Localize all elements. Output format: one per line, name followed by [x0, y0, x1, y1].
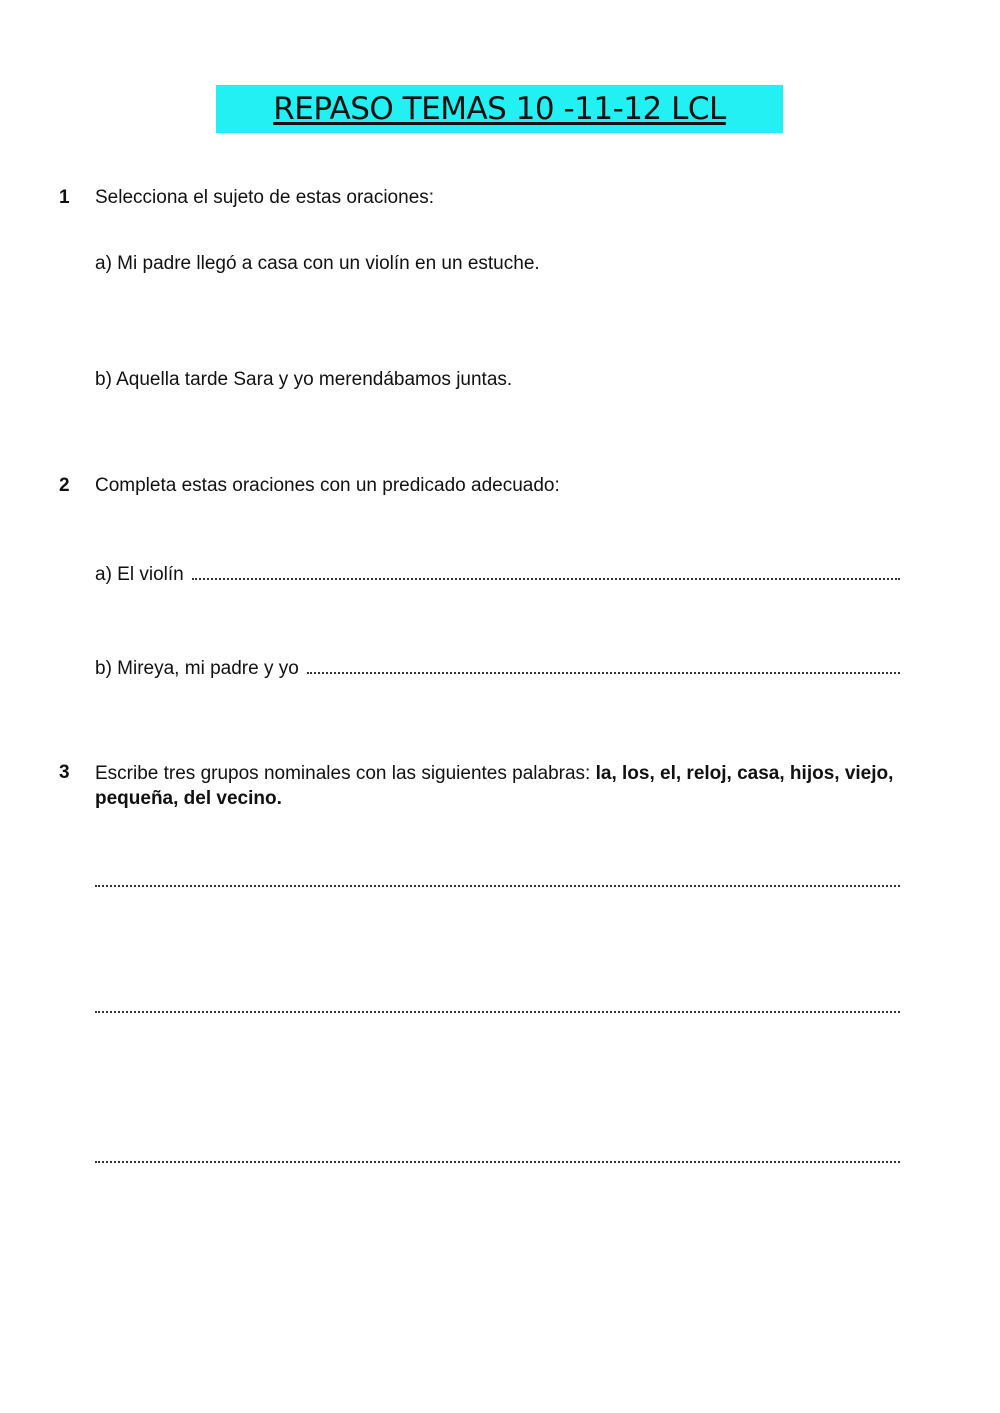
question-1-prompt: Selecciona el sujeto de estas oraciones:: [95, 187, 435, 208]
question-2-item-a: [95, 561, 900, 587]
question-2-prompt: Completa estas oraciones con un predicado adecuado:: [95, 475, 560, 496]
question-3-word-list: la, los, el, reloj, casa, hijos, viejo, pequeña, del vecino.: [95, 763, 894, 809]
question-3-prompt: [95, 761, 955, 811]
question-2-item-a-label: a) El violín: [95, 564, 184, 585]
page-title: REPASO TEMAS 10 -11-12 LCL: [216, 85, 783, 133]
answer-line-3-1[interactable]: [95, 885, 900, 887]
answer-line-2b[interactable]: [307, 655, 900, 674]
answer-line-3-2[interactable]: [95, 1011, 900, 1013]
answer-line-3-3[interactable]: [95, 1161, 900, 1163]
question-3-number: 3: [59, 762, 70, 783]
question-3-prompt-text: Escribe tres grupos nominales con las siguientes palabras:: [95, 763, 591, 784]
question-1-number: 1: [59, 187, 70, 208]
question-2-number: 2: [59, 475, 70, 496]
question-2-item-b: [95, 655, 900, 681]
question-1-item-b: b) Aquella tarde Sara y yo merendábamos juntas.: [95, 369, 513, 390]
question-2-item-b-label: b) Mireya, mi padre y yo: [95, 658, 299, 679]
answer-line-2a[interactable]: [192, 561, 900, 580]
question-1-item-a: a) Mi padre llegó a casa con un violín en un estuche.: [95, 253, 540, 274]
